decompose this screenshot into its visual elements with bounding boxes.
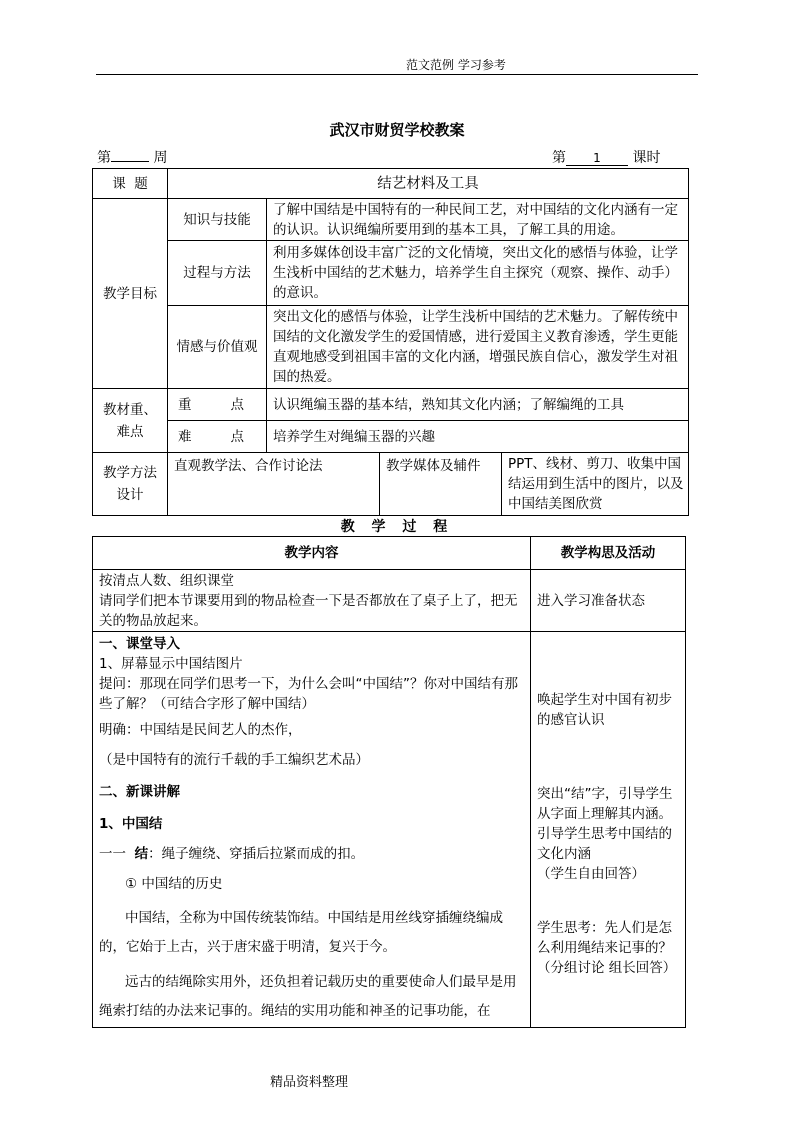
page-footer-text: 精品资料整理 xyxy=(270,1075,349,1090)
lesson-suffix: 课时 xyxy=(632,150,661,166)
section-1-line-4: （是中国特有的流行千载的手工编织艺术品） xyxy=(99,752,369,768)
lesson-prefix: 第 xyxy=(552,150,566,166)
jie-word: 结 xyxy=(134,846,149,862)
key-point-text: 认识绳编玉器的基本结，熟知其文化内涵；了解编绳的工具 xyxy=(267,389,689,421)
teaching-process-table xyxy=(92,536,686,1028)
activity-note-b: 突出“结”字，引导学生从字面上理解其内涵。 xyxy=(537,786,673,822)
goal-row-knowledge xyxy=(93,199,689,241)
activity-note-c: 引导学生思考中国结的文化内涵 xyxy=(537,826,672,862)
intro-line-1: 按清点人数、组织课堂 xyxy=(99,572,234,589)
week-number xyxy=(111,161,149,162)
section-1-title: 一、课堂导入 xyxy=(99,636,180,652)
week-suffix: 周 xyxy=(153,150,168,166)
method-row xyxy=(93,453,689,516)
lesson-field xyxy=(552,147,660,167)
method-value: 直观教学法、合作讨论法 xyxy=(168,453,380,516)
section-1-line-2: 提问：那现在同学们思考一下，为什么会叫“中国结”？你对中国结有那些了解？（可结合字形了解中国结） xyxy=(99,676,518,712)
activity-note-f: （分组讨论 组长回答） xyxy=(537,960,677,976)
goal-text-emotion: 突出文化的感悟与体验，让学生浅析中国结的艺术魅力。了解传统中国结的文化激发学生的爱国情感，进行爱国主义教育渗透，学生更能直观地感受到祖国丰富的文化内涵，增强民族自信心，激发学生对祖国的热爱。 xyxy=(267,306,689,389)
lesson-number: 1 xyxy=(566,151,628,166)
week-field xyxy=(97,147,167,167)
lesson-info-table xyxy=(92,168,689,516)
topic-label: 课 题 xyxy=(93,169,168,199)
main-activity xyxy=(531,632,686,1028)
key-point-label-a: 重 xyxy=(178,396,192,413)
process-row-intro xyxy=(93,570,686,632)
jie-text: ：绳子缠绕、穿插后拉紧而成的扣。 xyxy=(148,846,365,862)
jie-prefix: 一一 xyxy=(99,846,135,862)
section-1-line-1: 1、屏幕显示中国结图片 xyxy=(99,656,243,672)
section-2-subtitle: 1、中国结 xyxy=(99,816,163,832)
intro-content xyxy=(93,570,531,632)
goal-row-process xyxy=(93,241,689,306)
key-point-label-b: 点 xyxy=(230,396,244,413)
difficulty-row xyxy=(93,421,689,453)
media-label: 教学媒体及辅件 xyxy=(380,453,502,516)
process-row-main xyxy=(93,632,686,1028)
page-header-text: 范文范例 学习参考 xyxy=(406,58,506,72)
intro-line-2: 请同学们把本节课要用到的物品检查一下是否都放在了桌子上了，把无关的物品放起来。 xyxy=(99,592,518,629)
topic-value: 结艺材料及工具 xyxy=(168,169,689,199)
key-point-label xyxy=(168,389,267,421)
key-point-row xyxy=(93,389,689,421)
difficulty-label xyxy=(168,421,267,453)
week-prefix: 第 xyxy=(97,150,111,166)
goal-text-knowledge: 了解中国结是中国特有的一种民间工艺，对中国结的文化内涵有一定的认识。认识绳编所要用到的基本工具，了解工具的用途。 xyxy=(267,199,689,241)
goal-text-process: 利用多媒体创设丰富广泛的文化情境，突出文化的感悟与体验，让学生浅析中国结的艺术魅力，培养学生自主探究（观察、操作、动手）的意识。 xyxy=(267,241,689,306)
difficulty-label-a: 难 xyxy=(178,428,192,445)
section-2-title: 二、新课讲解 xyxy=(99,784,180,800)
activity-note-a: 唤起学生对中国有初步的感官认识 xyxy=(537,692,672,728)
history-paragraph-1: 中国结，全称为中国传统装饰结。中国结是用丝线穿插缠绕编成的，它始于上古，兴于唐宋盛于明清，复兴于今。 xyxy=(99,910,503,955)
difficulty-label-b: 点 xyxy=(230,428,244,445)
process-title: 教 学 过 程 xyxy=(340,519,454,535)
history-paragraph-2: 远古的结绳除实用外，还负担着记载历史的重要使命人们最早是用绳索打结的办法来记事的。绳结的实用功能和神圣的记事功能，在 xyxy=(99,974,517,1019)
main-content xyxy=(93,632,531,1028)
intro-activity: 进入学习准备状态 xyxy=(531,570,686,632)
activity-note-d: （学生自由回答） xyxy=(537,866,645,882)
media-value: PPT、线材、剪刀、收集中国结运用到生活中的图片，以及中国结美图欣赏 xyxy=(502,453,689,516)
jie-definition xyxy=(99,844,524,864)
process-header-row xyxy=(93,537,686,570)
history-title: ① 中国结的历史 xyxy=(125,876,223,892)
difficulty-text: 培养学生对绳编玉器的兴趣 xyxy=(267,421,689,453)
header-rule xyxy=(96,74,698,75)
method-label: 教学方法设计 xyxy=(93,453,168,516)
section-1-line-3: 明确：中国结是民间艺人的杰作， xyxy=(99,722,302,738)
document-title: 武汉市财贸学校教案 xyxy=(329,121,465,139)
goal-label-emotion: 情感与价值观 xyxy=(168,306,267,389)
activity-column-header: 教学构思及活动 xyxy=(531,537,686,570)
key-points-label: 教材重、难点 xyxy=(93,389,168,453)
content-column-header: 教学内容 xyxy=(93,537,531,570)
goals-label: 教学目标 xyxy=(93,199,168,389)
topic-row xyxy=(93,169,689,199)
goal-label-knowledge: 知识与技能 xyxy=(168,199,267,241)
activity-note-e: 学生思考：先人们是怎么利用绳结来记事的？ xyxy=(537,920,672,956)
goal-label-process: 过程与方法 xyxy=(168,241,267,306)
goal-row-emotion xyxy=(93,306,689,389)
